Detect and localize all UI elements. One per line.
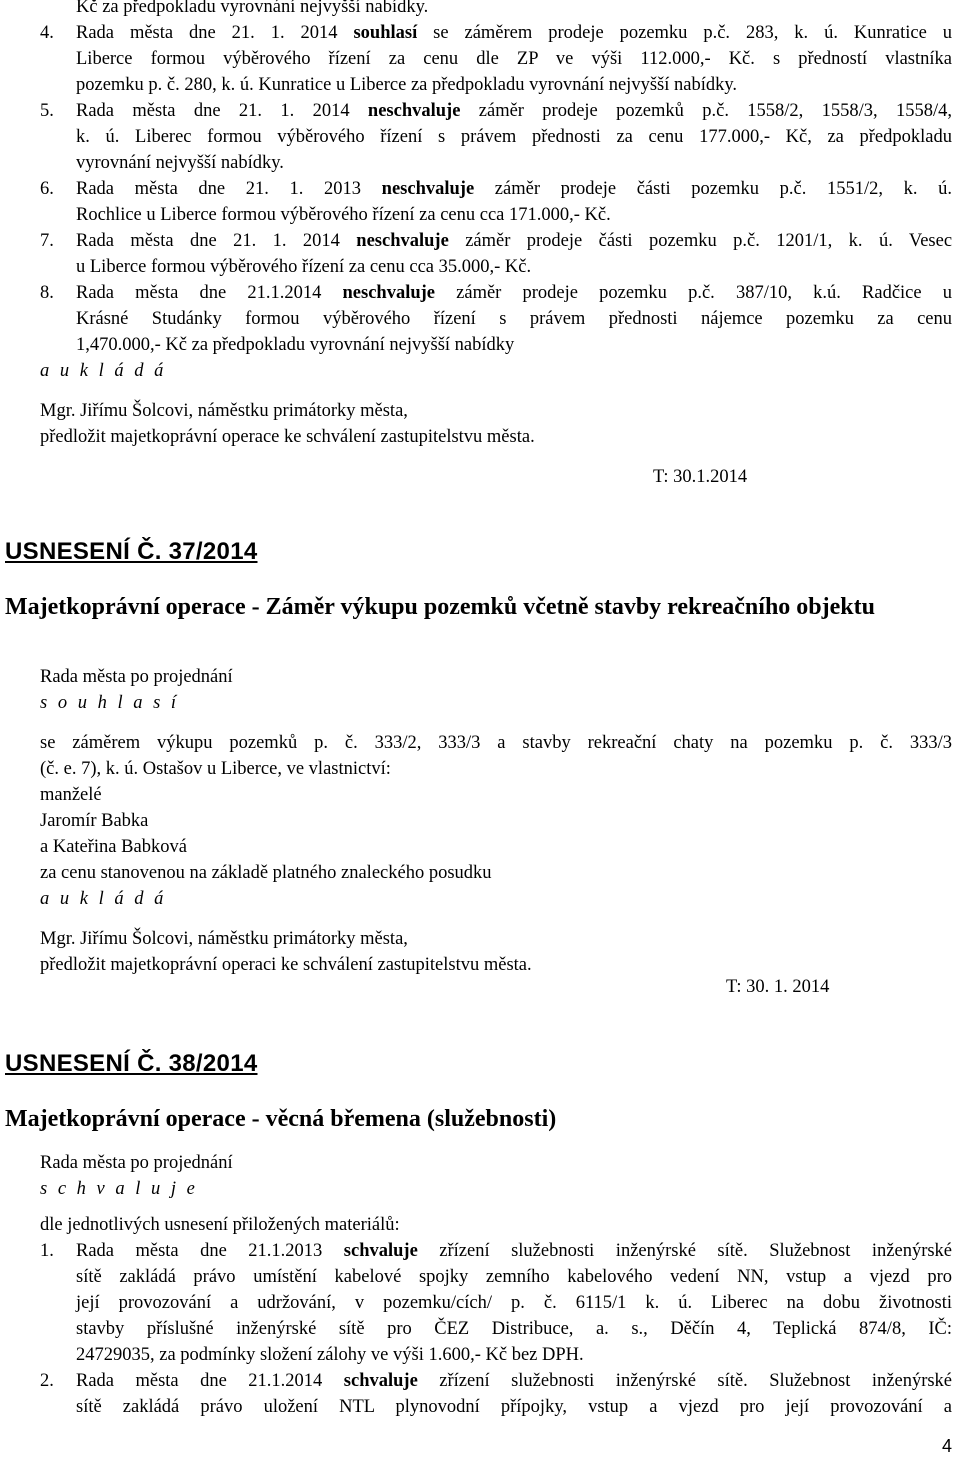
text-span: zřízení služebnosti inženýrské sítě. Služebnost inženýrské [439,1371,953,1391]
bold-verb: neschvaluje [367,101,461,121]
res38-item-1-line-2: sítě zakládá právo umístění kabelové spojky zemního kabelového vedení NN, vstup a vjezd pro [76,1267,952,1287]
assignee: Mgr. Jiřímu Šolcovi, náměstku primátorky města, [40,401,408,421]
text-span: záměr prodeje části pozemku p.č. 1551/2, k. ú. [494,179,953,199]
res37-line-5: a Kateřina Babková [40,837,187,857]
item-5-line-2: k. ú. Liberec formou výběrového řízení s právem přednosti za cenu 177.000,- Kč, za předpokladu [76,127,952,147]
text-span: Rada města dne 21. 1. 2014 [76,231,340,251]
item-number: 6. [40,179,54,199]
text-span: se záměrem prodeje pozemku p.č. 283, k. ú. Kunratice u [433,23,953,43]
res38-item-2-line-1 [76,1370,952,1392]
item-6-line-2: Rochlice u Liberce formou výběrového řízení za cenu cca 171.000,- Kč. [76,205,611,225]
task: předložit majetkoprávní operace ke schválení zastupitelstvu města. [40,427,535,447]
council-intro: Rada města po projednání [40,1153,233,1173]
page-number: 4 [941,1436,952,1456]
res38-item-1-line-1 [76,1240,952,1262]
res38-item-1-line-3: její provozování a udržování, v pozemku/cích/ p. č. 6115/1 k. ú. Liberec na dobu životnosti [76,1293,952,1313]
resolution-37-title: Majetkoprávní operace - Záměr výkupu pozemků včetně stavby rekreačního objektu [5,594,875,620]
bold-verb: schvaluje [343,1241,418,1261]
text-span: záměr prodeje části pozemku p.č. 1201/1, k. ú. Vesec [465,231,953,251]
item-4-line-1 [76,22,952,44]
text-line: Kč za předpokladu vyrovnání nejvyšší nabídky. [76,0,429,17]
item-number: 8. [40,283,54,303]
text-span: Rada města dne 21. 1. 2014 [76,23,338,43]
text-span: Rada města dne 21.1.2013 [76,1241,323,1261]
item-8-line-1 [76,282,952,304]
assignee: Mgr. Jiřímu Šolcovi, náměstku primátorky města, [40,929,408,949]
ukl-verb: a u k l á d á [40,361,167,381]
item-7-line-1 [76,230,952,252]
verb-souhlasi: s o u h l a s í [40,693,180,713]
resolution-38-heading: USNESENÍ Č. 38/2014 [5,1050,258,1077]
res37-line-6: za cenu stanovenou na základě platného znaleckého posudku [40,863,492,883]
item-4-line-2: Liberce formou výběrového řízení za cenu dle ZP ve výši 112.000,- Kč. s předností vlastníka [76,49,952,69]
ukl-verb: a u k l á d á [40,889,167,909]
item-number: 2. [40,1371,54,1391]
item-5-line-1 [76,100,952,122]
res38-item-1-line-4: stavby příslušné inženýrské sítě pro ČEZ Distribuce, a. s., Děčín 4, Teplická 874/8, IČ: [76,1319,952,1339]
intro-line: dle jednotlivých usnesení přiložených materiálů: [40,1215,400,1235]
bold-verb: schvaluje [343,1371,418,1391]
bold-verb: neschvaluje [381,179,475,199]
verb-schvaluje: s c h v a l u j e [40,1179,198,1199]
bold-verb: souhlasí [353,23,418,43]
resolution-37-heading: USNESENÍ Č. 37/2014 [5,538,258,565]
text-span: Rada města dne 21. 1. 2014 [76,101,350,121]
res38-item-2-line-2: sítě zakládá právo uložení NTL plynovodní přípojky, vstup a vjezd pro její provozování a [76,1397,952,1417]
item-6-line-1 [76,178,952,200]
text-span: Rada města dne 21.1.2014 [76,1371,323,1391]
bold-verb: neschvaluje [356,231,449,251]
task: předložit majetkoprávní operaci ke schválení zastupitelstvu města. [40,955,532,975]
item-8-line-3: 1,470.000,- Kč za předpokladu vyrovnání nejvyšší nabídky [76,335,515,355]
res38-item-1-line-5: 24729035, za podmínky složení zálohy ve výši 1.600,- Kč bez DPH. [76,1345,584,1365]
res37-line-3: manželé [40,785,102,805]
item-number: 4. [40,23,54,43]
res37-line-4: Jaromír Babka [40,811,149,831]
text-span: záměr prodeje pozemku p.č. 387/10, k.ú. Radčice u [456,283,953,303]
resolution-38-title: Majetkoprávní operace - věcná břemena (služebnosti) [5,1106,557,1132]
item-number: 5. [40,101,54,121]
item-4-line-3: pozemku p. č. 280, k. ú. Kunratice u Liberce za předpokladu vyrovnání nejvyšší nabídky. [76,75,738,95]
text-span: zřízení služebnosti inženýrské sítě. Služebnost inženýrské [439,1241,953,1261]
item-7-line-2: u Liberce formou výběrového řízení za cenu cca 35.000,- Kč. [76,257,532,277]
item-5-line-3: vyrovnání nejvyšší nabídky. [76,153,284,173]
item-8-line-2: Krásné Studánky formou výběrového řízení s právem přednosti nájemce pozemku za cenu [76,309,952,329]
res37-line-2: (č. e. 7), k. ú. Ostašov u Liberce, ve vlastnictví: [40,759,391,779]
text-span: záměr prodeje pozemků p.č. 1558/2, 1558/3, 1558/4, [478,101,953,121]
council-intro: Rada města po projednání [40,667,233,687]
text-span: Rada města dne 21.1.2014 [76,283,322,303]
res37-line-1: se záměrem výkupu pozemků p. č. 333/2, 333/3 a stavby rekreační chaty na pozemku p. č. 333/3 [40,733,952,753]
text-span: Rada města dne 21. 1. 2013 [76,179,362,199]
bold-verb: neschvaluje [342,283,435,303]
item-number: 7. [40,231,54,251]
deadline: T: 30. 1. 2014 [726,977,830,997]
item-number: 1. [40,1241,54,1261]
deadline: T: 30.1.2014 [653,467,748,487]
